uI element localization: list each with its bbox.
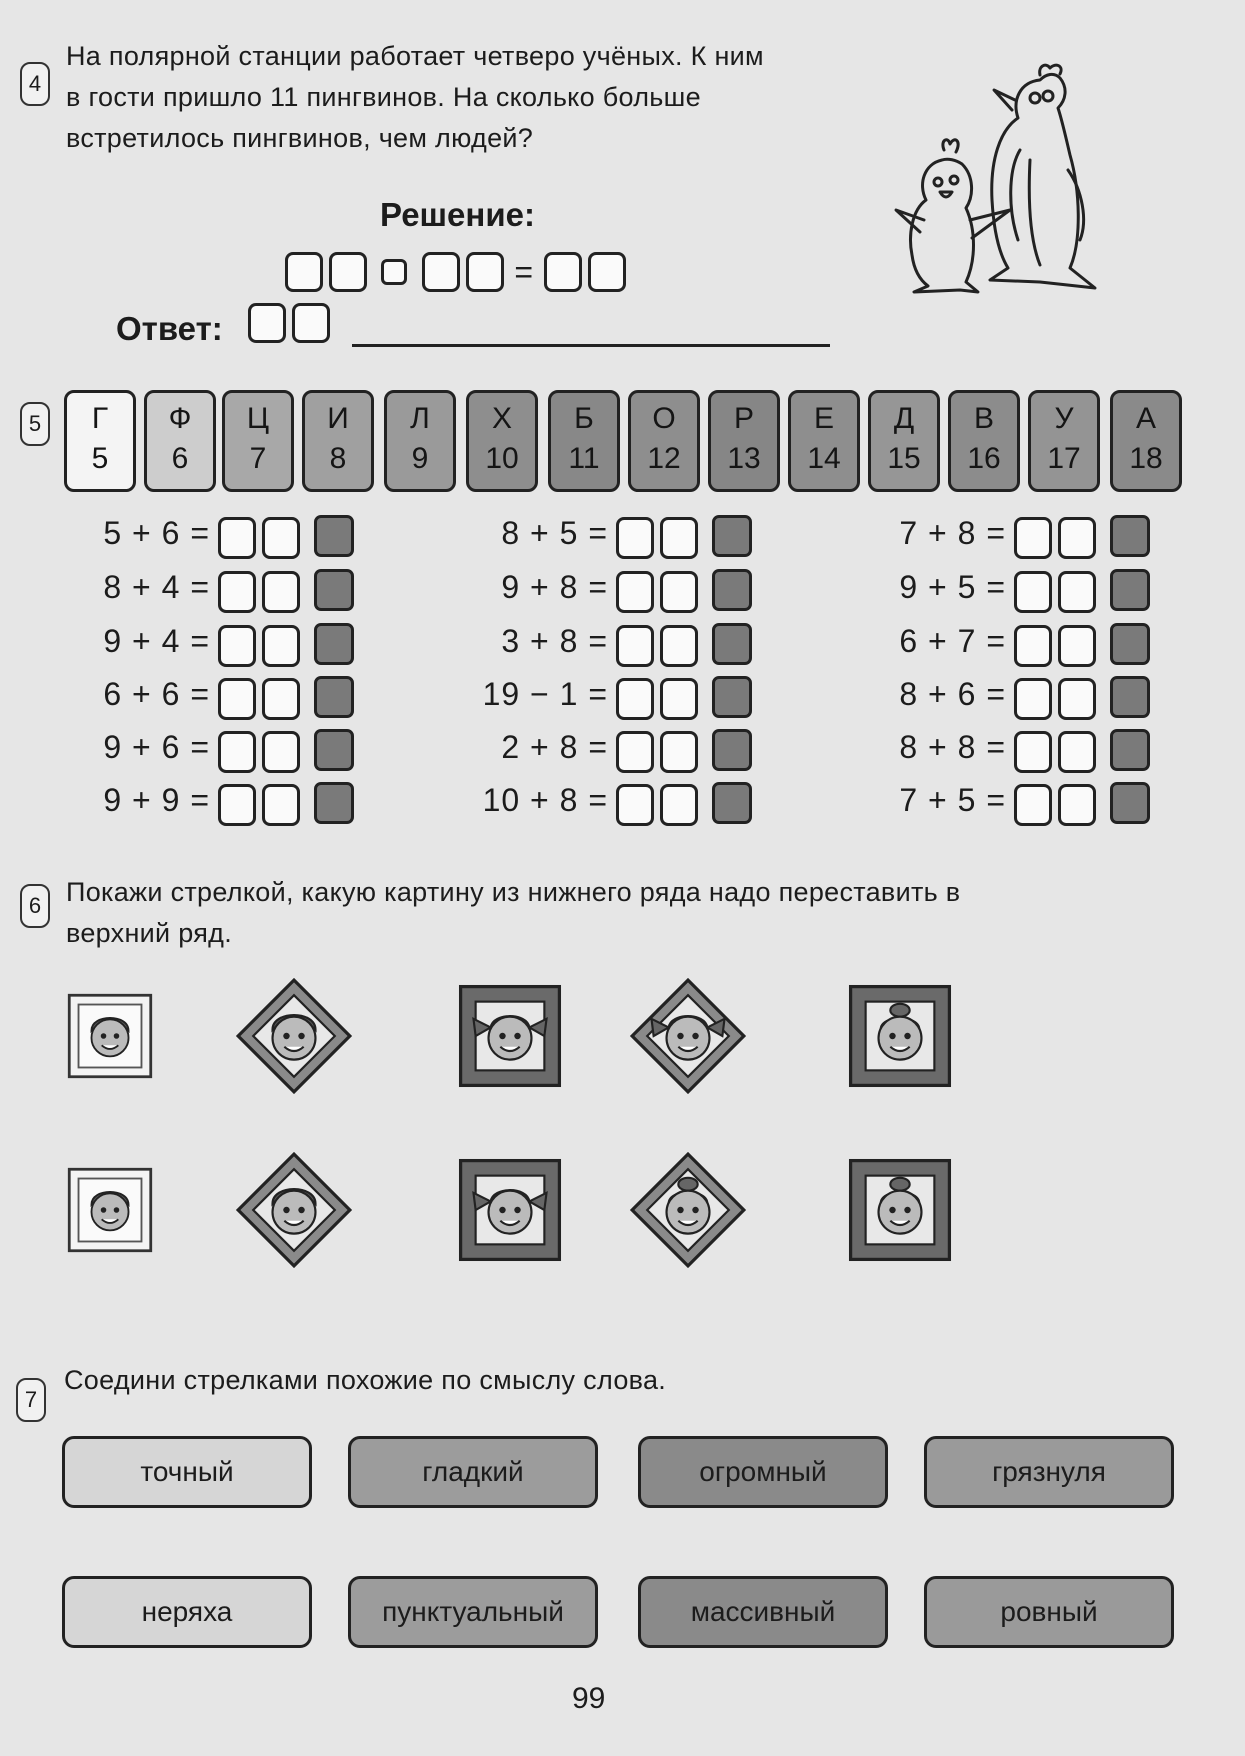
boy-face-picture[interactable] bbox=[236, 978, 352, 1094]
tile-letter: Р bbox=[733, 402, 754, 435]
solution-cell[interactable] bbox=[422, 252, 460, 292]
answer-digit-cell[interactable] bbox=[218, 784, 256, 826]
tile-letter: Д bbox=[893, 402, 915, 435]
letter-tile bbox=[1028, 390, 1100, 492]
letter-tile bbox=[1110, 390, 1182, 492]
word-card[interactable]: пунктуальный bbox=[348, 1576, 598, 1648]
tile-number: 6 bbox=[171, 442, 189, 475]
tile-letter: Ц bbox=[246, 402, 270, 435]
letter-tile bbox=[948, 390, 1020, 492]
equation-expression: 5 + 6 = bbox=[103, 515, 210, 551]
equation-row bbox=[60, 562, 354, 612]
girl-face-picture[interactable] bbox=[452, 978, 568, 1094]
solution-cell[interactable] bbox=[329, 252, 367, 292]
letter-answer-cell[interactable] bbox=[712, 569, 752, 611]
answer-digit-cell[interactable] bbox=[616, 731, 654, 773]
answer-label: Ответ: bbox=[116, 310, 223, 347]
girl-face-picture[interactable] bbox=[452, 1152, 568, 1268]
answer-digit-cell[interactable] bbox=[660, 784, 698, 826]
equation-expression: 6 + 6 = bbox=[103, 676, 210, 712]
word-card[interactable]: точный bbox=[62, 1436, 312, 1508]
letter-tile bbox=[384, 390, 456, 492]
answer-digit-cell[interactable] bbox=[218, 678, 256, 720]
equation-row bbox=[448, 562, 752, 612]
letter-answer-cell[interactable] bbox=[314, 782, 354, 824]
tile-number: 16 bbox=[967, 442, 1001, 475]
word-card[interactable]: ровный bbox=[924, 1576, 1174, 1648]
equation-row bbox=[60, 669, 354, 719]
answer-digit-cell[interactable] bbox=[660, 731, 698, 773]
boy-face-picture[interactable] bbox=[60, 1160, 160, 1260]
girl-face-picture[interactable] bbox=[842, 978, 958, 1094]
letter-answer-cell[interactable] bbox=[712, 515, 752, 557]
tile-number: 7 bbox=[249, 442, 267, 475]
answer-digit-cell[interactable] bbox=[218, 625, 256, 667]
equation-expression: 8 + 8 = bbox=[899, 729, 1006, 765]
answer-digit-cell[interactable] bbox=[1058, 678, 1096, 720]
answer-digit-cell[interactable] bbox=[218, 731, 256, 773]
letter-answer-cell[interactable] bbox=[314, 515, 354, 557]
answer-digit-cell[interactable] bbox=[616, 571, 654, 613]
equation-row bbox=[60, 722, 354, 772]
answer-digit-cell[interactable] bbox=[1014, 571, 1052, 613]
tile-number: 12 bbox=[647, 442, 681, 475]
tile-letter: У bbox=[1054, 402, 1074, 435]
answer-cells bbox=[248, 303, 330, 347]
equation-expression: 2 + 8 = bbox=[501, 729, 608, 765]
solution-label: Решение: bbox=[380, 196, 535, 233]
equals-sign: = bbox=[514, 254, 534, 290]
penguins-illustration bbox=[890, 60, 1150, 300]
equation-expression: 9 + 8 = bbox=[501, 569, 608, 605]
word-card[interactable]: огромный bbox=[638, 1436, 888, 1508]
word-card[interactable]: грязнуля bbox=[924, 1436, 1174, 1508]
task-6-line-1: Покажи стрелкой, какую картину из нижнего ряда надо переставить в bbox=[66, 877, 961, 907]
tile-letter: Б bbox=[574, 402, 594, 435]
tile-letter: Г bbox=[91, 402, 109, 435]
answer-digit-cell[interactable] bbox=[262, 731, 300, 773]
equation-expression: 9 + 5 = bbox=[899, 569, 1006, 605]
tile-number: 10 bbox=[485, 442, 519, 475]
result-cell[interactable] bbox=[544, 252, 582, 292]
tile-number: 9 bbox=[411, 442, 429, 475]
answer-cells bbox=[616, 619, 698, 669]
task-number-6: 6 bbox=[20, 884, 50, 928]
equation-expression: 8 + 6 = bbox=[899, 676, 1006, 712]
tile-letter: Х bbox=[491, 402, 512, 435]
equation-row bbox=[60, 508, 354, 558]
solution-cell[interactable] bbox=[285, 252, 323, 292]
answer-cells bbox=[1014, 778, 1096, 828]
letter-tile bbox=[868, 390, 940, 492]
answer-digit-cell[interactable] bbox=[1058, 625, 1096, 667]
answer-cells bbox=[218, 778, 300, 828]
answer-digit-cell[interactable] bbox=[262, 784, 300, 826]
answer-cells bbox=[218, 725, 300, 775]
equation-expression: 19 − 1 = bbox=[482, 676, 608, 712]
word-card[interactable]: неряха bbox=[62, 1576, 312, 1648]
equation-expression: 8 + 4 = bbox=[103, 569, 210, 605]
answer-digit-cell[interactable] bbox=[1014, 731, 1052, 773]
tile-number: 17 bbox=[1047, 442, 1081, 475]
answer-digit-cell[interactable] bbox=[1014, 625, 1052, 667]
answer-digit-cell[interactable] bbox=[616, 517, 654, 559]
answer-digit-cell[interactable] bbox=[1058, 571, 1096, 613]
letter-tile bbox=[708, 390, 780, 492]
equation-row bbox=[60, 616, 354, 666]
letter-answer-cell[interactable] bbox=[712, 729, 752, 771]
word-card[interactable]: массивный bbox=[638, 1576, 888, 1648]
equation-expression: 8 + 5 = bbox=[501, 515, 608, 551]
task-number-7: 7 bbox=[16, 1378, 46, 1422]
letter-tile bbox=[222, 390, 294, 492]
answer-cells bbox=[616, 565, 698, 615]
letter-tile bbox=[64, 390, 136, 492]
equation-expression: 7 + 8 = bbox=[899, 515, 1006, 551]
answer-digit-cell[interactable] bbox=[616, 784, 654, 826]
answer-cells bbox=[218, 565, 300, 615]
task-6-line-2: верхний ряд. bbox=[66, 918, 233, 948]
equation-expression: 9 + 9 = bbox=[103, 782, 210, 818]
tile-letter: О bbox=[652, 402, 676, 435]
answer-cells bbox=[616, 511, 698, 561]
answer-digit-cell[interactable] bbox=[1014, 784, 1052, 826]
answer-line[interactable] bbox=[352, 344, 830, 347]
answer-digit-cell[interactable] bbox=[1058, 731, 1096, 773]
answer-cells bbox=[616, 778, 698, 828]
equation-row bbox=[846, 508, 1150, 558]
task-number-4: 4 bbox=[20, 62, 50, 106]
answer-digit-cell[interactable] bbox=[1014, 678, 1052, 720]
answer-cell[interactable] bbox=[292, 303, 330, 343]
girl-face-picture[interactable] bbox=[630, 978, 746, 1094]
answer-digit-cell[interactable] bbox=[616, 678, 654, 720]
answer-digit-cell[interactable] bbox=[660, 678, 698, 720]
answer-digit-cell[interactable] bbox=[1058, 784, 1096, 826]
letter-answer-cell[interactable] bbox=[1110, 515, 1150, 557]
equation-expression: 6 + 7 = bbox=[899, 623, 1006, 659]
letter-answer-cell[interactable] bbox=[314, 729, 354, 771]
answer-cells bbox=[218, 672, 300, 722]
task-6-text bbox=[66, 872, 1206, 954]
task-4-line-1: На полярной станции работает четверо учёных. К ним bbox=[66, 41, 764, 71]
girl-face-picture[interactable] bbox=[630, 1152, 746, 1268]
task-4-line-2: в гости пришло 11 пингвинов. На сколько больше bbox=[66, 82, 701, 112]
letter-answer-cell[interactable] bbox=[1110, 729, 1150, 771]
answer-digit-cell[interactable] bbox=[616, 625, 654, 667]
equation-row bbox=[448, 616, 752, 666]
equation-row bbox=[60, 775, 354, 825]
letter-tile bbox=[302, 390, 374, 492]
letter-answer-cell[interactable] bbox=[314, 676, 354, 718]
equation-row bbox=[448, 722, 752, 772]
answer-digit-cell[interactable] bbox=[1014, 517, 1052, 559]
task-4-text bbox=[66, 36, 896, 159]
tile-number: 5 bbox=[91, 442, 109, 475]
letter-answer-cell[interactable] bbox=[314, 569, 354, 611]
girl-face-picture[interactable] bbox=[842, 1152, 958, 1268]
letter-answer-cell[interactable] bbox=[1110, 782, 1150, 824]
tile-letter: А bbox=[1135, 402, 1156, 435]
letter-answer-cell[interactable] bbox=[712, 623, 752, 665]
equation-row bbox=[448, 669, 752, 719]
equation-row bbox=[846, 775, 1150, 825]
tile-number: 13 bbox=[727, 442, 761, 475]
answer-cells bbox=[616, 672, 698, 722]
task-7-text: Соедини стрелками похожие по смыслу слова. bbox=[64, 1365, 667, 1395]
answer-digit-cell[interactable] bbox=[262, 571, 300, 613]
tile-number: 11 bbox=[568, 442, 600, 475]
solution-cell[interactable] bbox=[466, 252, 504, 292]
answer-digit-cell[interactable] bbox=[1058, 517, 1096, 559]
letter-tile bbox=[466, 390, 538, 492]
tile-number: 14 bbox=[807, 442, 841, 475]
tile-letter: Ф bbox=[168, 402, 192, 435]
tile-number: 8 bbox=[329, 442, 347, 475]
tile-number: 18 bbox=[1129, 442, 1163, 475]
boy-face-picture[interactable] bbox=[60, 986, 160, 1086]
answer-cells bbox=[1014, 672, 1096, 722]
answer-digit-cell[interactable] bbox=[218, 571, 256, 613]
letter-answer-cell[interactable] bbox=[1110, 569, 1150, 611]
letter-answer-cell[interactable] bbox=[314, 623, 354, 665]
equation-expression: 9 + 4 = bbox=[103, 623, 210, 659]
answer-cell[interactable] bbox=[248, 303, 286, 343]
answer-cells bbox=[616, 725, 698, 775]
operator-cell[interactable] bbox=[381, 259, 407, 285]
equation-row bbox=[448, 775, 752, 825]
letter-tile bbox=[548, 390, 620, 492]
letter-answer-cell[interactable] bbox=[712, 676, 752, 718]
tile-letter: В bbox=[973, 402, 994, 435]
answer-digit-cell[interactable] bbox=[660, 571, 698, 613]
equation-row bbox=[846, 562, 1150, 612]
tile-letter: Л bbox=[410, 402, 430, 435]
answer-digit-cell[interactable] bbox=[262, 678, 300, 720]
equation-expression: 7 + 5 = bbox=[899, 782, 1006, 818]
task-4-line-3: встретилось пингвинов, чем людей? bbox=[66, 123, 534, 153]
tile-letter: И bbox=[327, 402, 349, 435]
letter-answer-cell[interactable] bbox=[1110, 676, 1150, 718]
equation-row bbox=[448, 508, 752, 558]
word-card[interactable]: гладкий bbox=[348, 1436, 598, 1508]
answer-cells bbox=[218, 511, 300, 561]
answer-digit-cell[interactable] bbox=[660, 625, 698, 667]
boy-face-picture[interactable] bbox=[236, 1152, 352, 1268]
answer-cells bbox=[1014, 619, 1096, 669]
tile-letter: Е bbox=[813, 402, 834, 435]
task-number-5: 5 bbox=[20, 402, 50, 446]
solution-cells bbox=[285, 250, 626, 294]
answer-digit-cell[interactable] bbox=[262, 517, 300, 559]
tile-number: 15 bbox=[887, 442, 921, 475]
answer-cells bbox=[1014, 565, 1096, 615]
equation-row bbox=[846, 669, 1150, 719]
answer-cells bbox=[1014, 511, 1096, 561]
equation-expression: 3 + 8 = bbox=[501, 623, 608, 659]
letter-tile bbox=[788, 390, 860, 492]
equation-expression: 10 + 8 = bbox=[482, 782, 608, 818]
answer-cells bbox=[1014, 725, 1096, 775]
answer-cells bbox=[218, 619, 300, 669]
result-cell[interactable] bbox=[588, 252, 626, 292]
page-number: 99 bbox=[572, 1682, 606, 1715]
equation-row bbox=[846, 722, 1150, 772]
equation-row bbox=[846, 616, 1150, 666]
letter-tile bbox=[144, 390, 216, 492]
letter-tile bbox=[628, 390, 700, 492]
equation-expression: 9 + 6 = bbox=[103, 729, 210, 765]
letter-answer-cell[interactable] bbox=[1110, 623, 1150, 665]
letter-answer-cell[interactable] bbox=[712, 782, 752, 824]
answer-digit-cell[interactable] bbox=[218, 517, 256, 559]
answer-digit-cell[interactable] bbox=[262, 625, 300, 667]
answer-digit-cell[interactable] bbox=[660, 517, 698, 559]
